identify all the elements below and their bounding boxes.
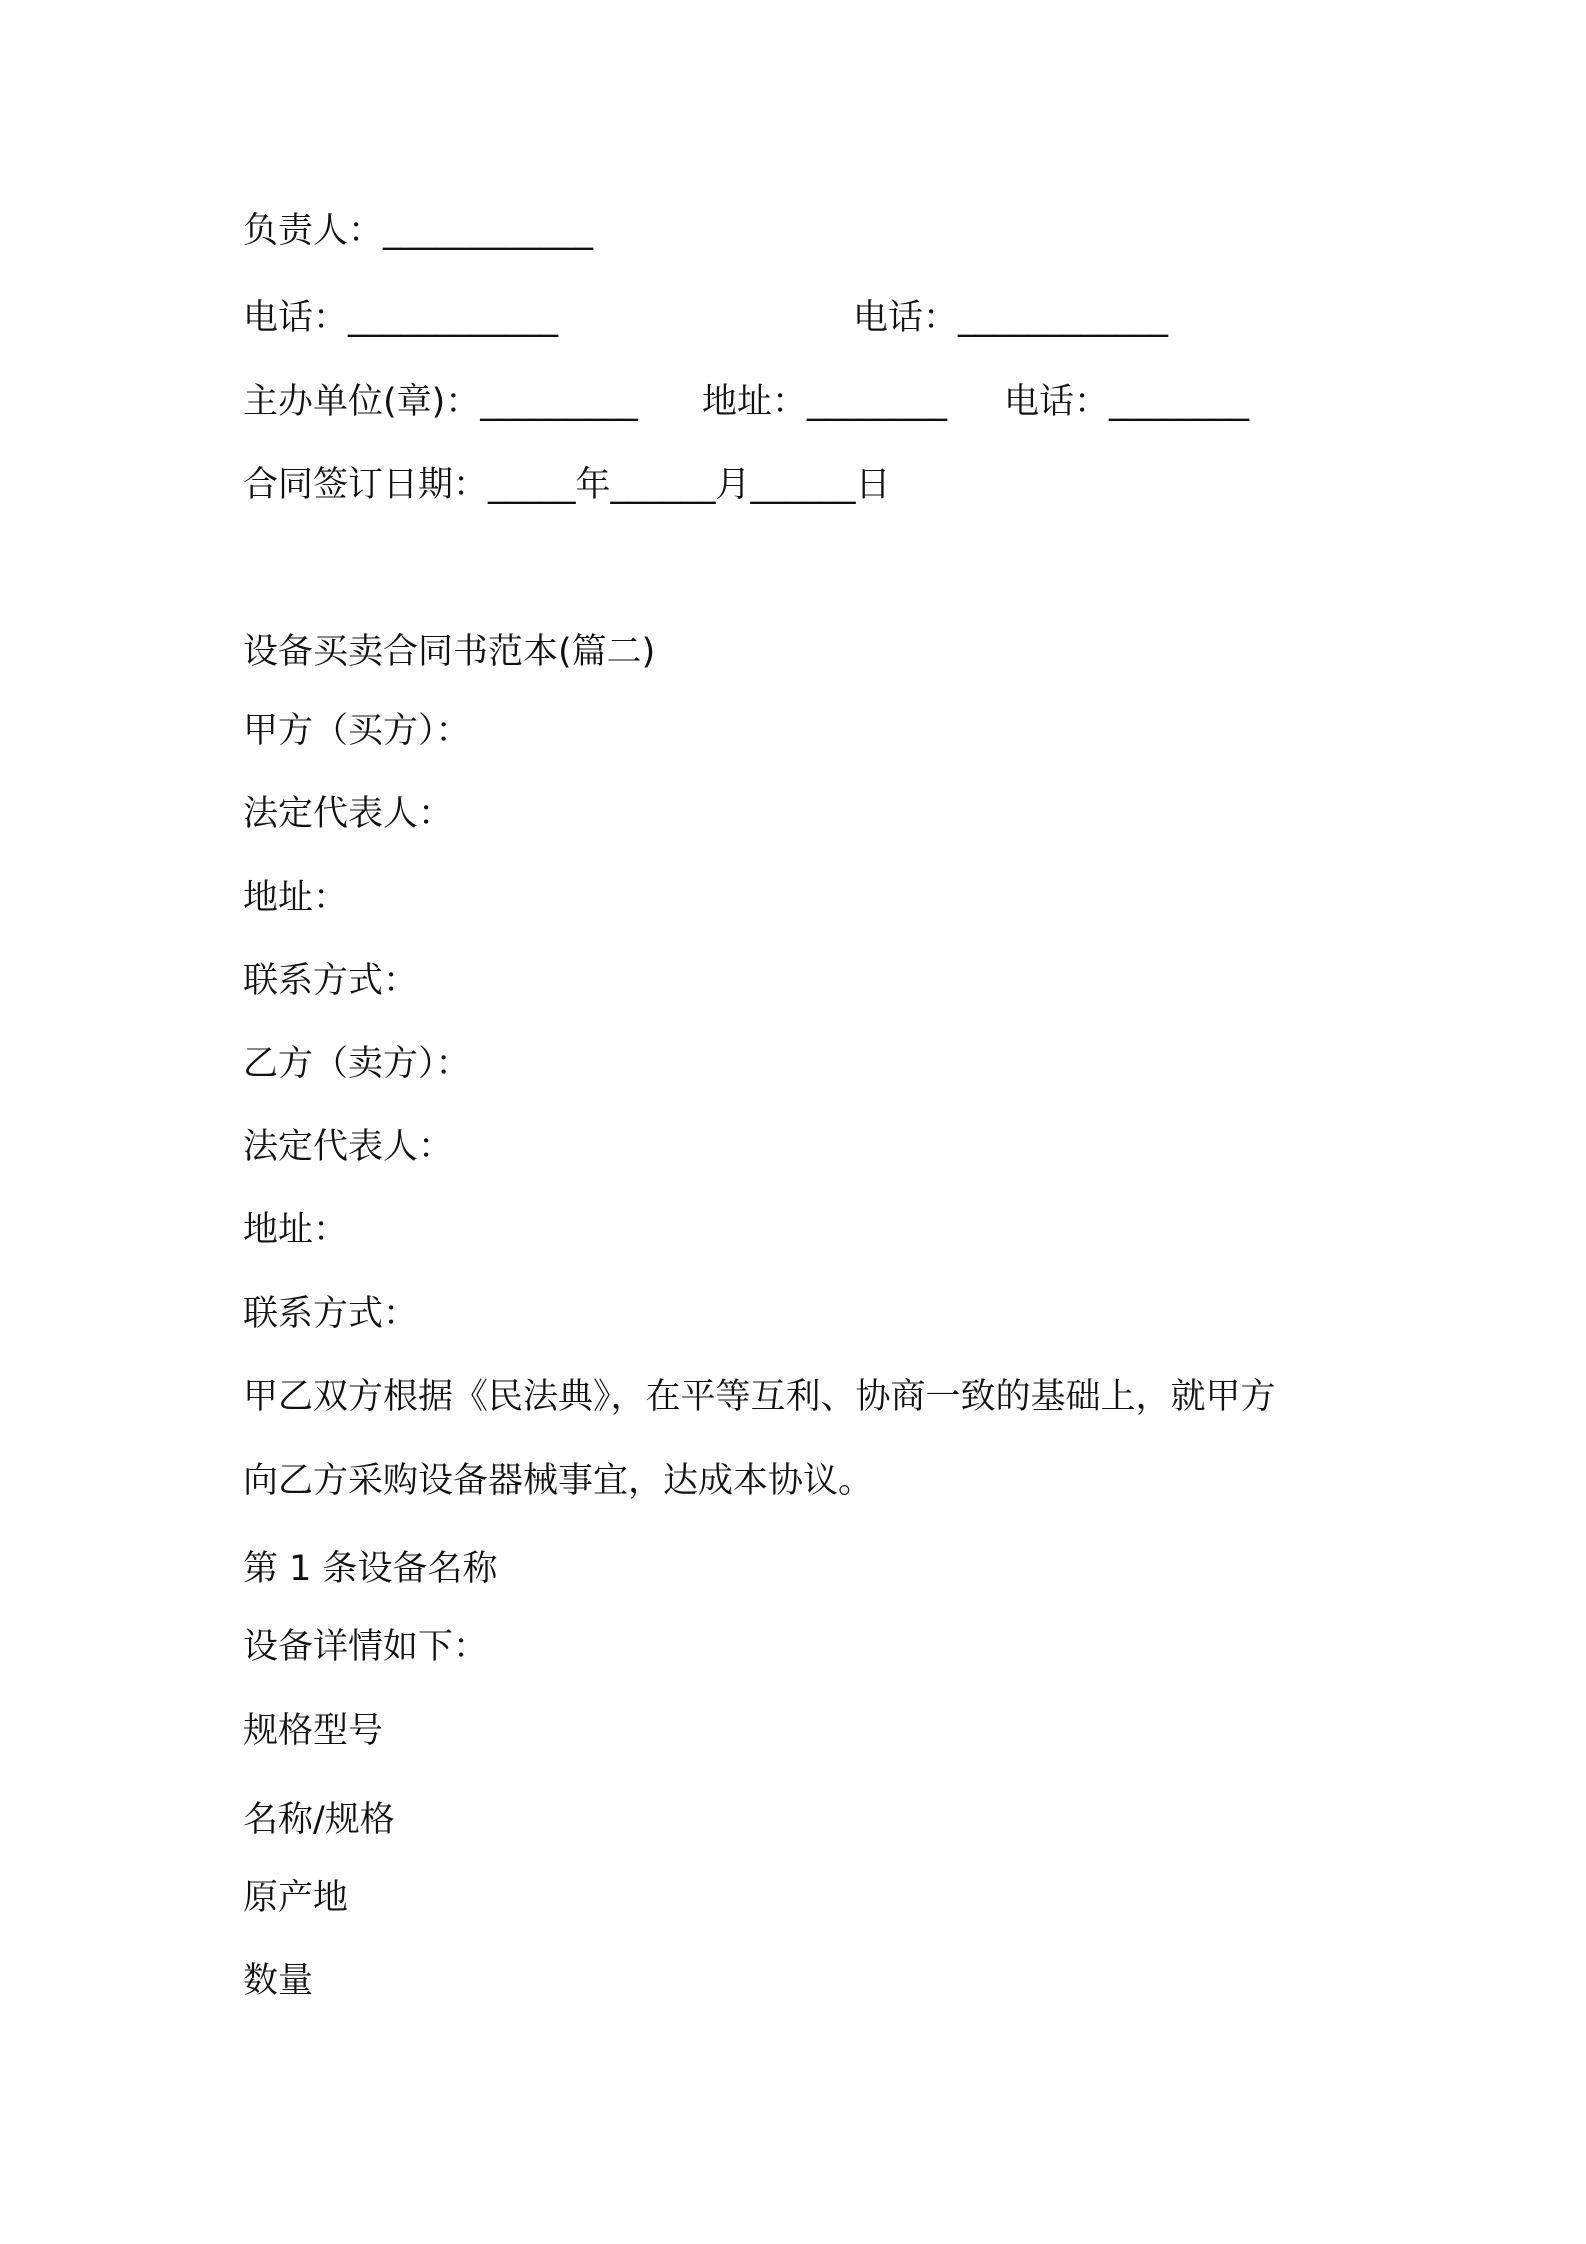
organizer-phone-field: 电话：________ <box>1004 382 1250 422</box>
equipment-field-quantity: 数量 <box>243 1961 314 2001</box>
party-b-label: 乙方（卖方）： <box>243 1044 471 1084</box>
preamble-line-1: 甲乙双方根据《民法典》，在平等互利、协商一致的基础上，就甲方 <box>243 1377 1276 1417</box>
equipment-field-name-spec: 名称/规格 <box>243 1800 395 1840</box>
equipment-field-origin: 原产地 <box>243 1878 349 1918</box>
organizer-field: 主办单位(章)：_________ <box>243 382 638 422</box>
article-1-intro: 设备详情如下： <box>243 1627 489 1667</box>
equipment-field-model: 规格型号 <box>243 1711 384 1751</box>
party-a-representative: 法定代表人： <box>243 794 454 834</box>
article-1-heading: 第 1 条设备名称 <box>243 1549 498 1589</box>
party-b-address: 地址： <box>243 1210 349 1250</box>
person-in-charge-field: 负责人：____________ <box>243 211 594 251</box>
party-a-contact: 联系方式： <box>243 961 419 1001</box>
preamble-line-2: 向乙方采购设备器械事宜，达成本协议。 <box>243 1461 874 1501</box>
phone-field-right: 电话：____________ <box>853 298 1169 338</box>
signing-date-field: 合同签订日期：_____年______月______日 <box>243 465 891 505</box>
party-a-address: 地址： <box>243 878 349 918</box>
organizer-address-field: 地址：________ <box>702 382 948 422</box>
party-b-representative: 法定代表人： <box>243 1127 454 1167</box>
party-b-contact: 联系方式： <box>243 1294 419 1334</box>
contract-title: 设备买卖合同书范本(篇二) <box>243 632 656 672</box>
phone-field-left: 电话：____________ <box>243 298 559 338</box>
party-a-label: 甲方（买方）： <box>243 711 471 751</box>
